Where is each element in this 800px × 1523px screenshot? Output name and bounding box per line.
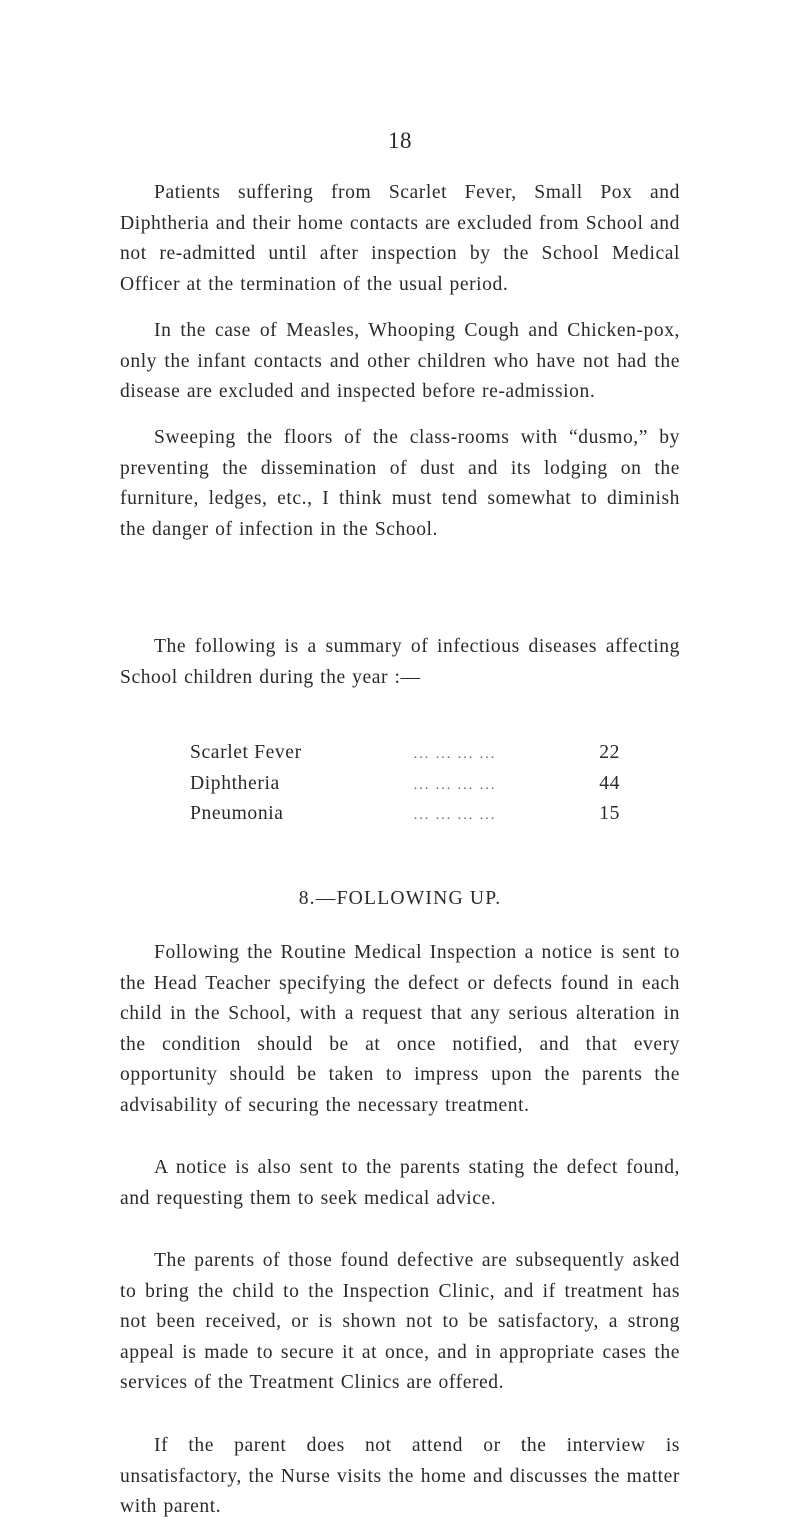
leader-dots: ... ... ... ... [413, 808, 497, 823]
leader-dots: ... ... ... ... [413, 747, 497, 762]
paragraph-text: The parents of those found defective are subsequently asked to bring the child to the Inspection Clinic, and if treatment has not been received, or is shown not to be satisfactory, a strong appeal is made to secure it at once, and in appropriate cases the services of the Treatment Clinics are offered. [120, 1250, 680, 1393]
paragraph-summary-intro [120, 632, 680, 693]
paragraph-exclusion-measles [120, 316, 680, 408]
paragraph-text: The following is a summary of infectious diseases affecting School children during the year :— [120, 636, 680, 688]
paragraph-sweeping-floors [120, 423, 680, 545]
disease-count: 44 [599, 772, 620, 794]
paragraph-text: A notice is also sent to the parents stating the defect found, and requesting them to seek medical advice. [120, 1157, 680, 1209]
infectious-diseases-summary [190, 742, 620, 834]
paragraph-parent-notice [120, 1153, 680, 1214]
paragraph-nurse-visit [120, 1431, 680, 1523]
disease-name: Scarlet Fever [190, 742, 302, 763]
disease-name: Pneumonia [190, 803, 284, 824]
paragraph-text: In the case of Measles, Whooping Cough and Chicken-pox, only the infant contacts and other children who have not had the disease are excluded and inspected before re-admission. [120, 320, 680, 402]
disease-count: 22 [599, 742, 620, 763]
disease-count: 15 [599, 803, 620, 824]
disease-name: Diphtheria [190, 772, 280, 794]
leader-dots: ... ... ... ... [413, 777, 497, 793]
section-heading-following-up: 8.—FOLLOWING UP. [298, 888, 502, 909]
page-number: 18 [388, 128, 412, 153]
paragraph-exclusion-scarlet-fever [120, 178, 680, 300]
paragraph-text: Patients suffering from Scarlet Fever, Small Pox and Diphtheria and their home contacts are excluded from School and not re-admitted until after inspection by the School Medical Officer at the termination of the usual period. [120, 182, 680, 295]
summary-row-diphtheria [190, 773, 620, 804]
paragraph-text: Sweeping the floors of the class-rooms with “dusmo,” by preventing the dissemination of dust and its lodging on the furniture, ledges, etc., I think must tend somewhat to diminish the danger of infection in the School. [120, 427, 680, 540]
paragraph-text: If the parent does not attend or the interview is unsatisfactory, the Nurse visits the home and discusses the matter with parent. [120, 1435, 680, 1517]
paragraph-text: Following the Routine Medical Inspection a notice is sent to the Head Teacher specifying the defect or defects found in each child in the School, with a request that any serious alteration in the condition should be at once notified, and that every opportunity should be taken to impress upon the parents the advisability of securing the necessary treatment. [120, 942, 680, 1116]
paragraph-routine-inspection-notice [120, 938, 680, 1121]
summary-row-scarlet-fever [190, 742, 620, 773]
paragraph-inspection-clinic [120, 1246, 680, 1399]
summary-row-pneumonia [190, 803, 620, 834]
